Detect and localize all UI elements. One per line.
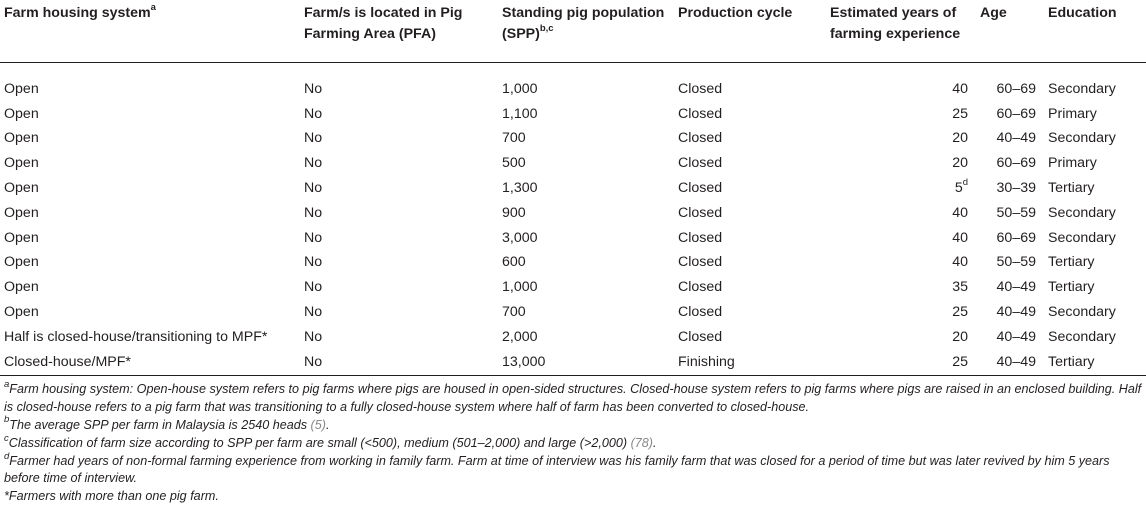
cell-spp: 700 xyxy=(502,130,526,147)
cell-cycle: Closed xyxy=(678,105,723,122)
cell-age: 60–69 xyxy=(996,80,1036,97)
cell-spp: 900 xyxy=(502,204,526,221)
cell-experience: 35 xyxy=(952,279,968,296)
cell-spp: 700 xyxy=(502,304,526,321)
cell-spp: 1,000 xyxy=(502,279,538,296)
header-education: Education xyxy=(1048,5,1117,21)
table-row xyxy=(0,62,1146,101)
cell-spp: 1,000 xyxy=(502,80,538,97)
cell-age: 50–59 xyxy=(996,204,1036,221)
cell-pfa: No xyxy=(304,180,323,197)
cell-experience: 20 xyxy=(952,155,968,172)
cell-pfa: No xyxy=(304,105,323,122)
cell-education: Tertiary xyxy=(1048,279,1095,296)
cell-education: Secondary xyxy=(1048,204,1116,221)
cell-education: Secondary xyxy=(1048,229,1116,246)
cell-housing: Open xyxy=(4,254,39,271)
cell-experience: 20 xyxy=(952,130,968,147)
cell-age: 40–49 xyxy=(996,130,1036,147)
cell-housing: Open xyxy=(4,80,39,97)
cell-housing: Open xyxy=(4,204,39,221)
cell-cycle: Closed xyxy=(678,328,723,345)
cell-experience: 20 xyxy=(952,328,968,345)
cell-education: Secondary xyxy=(1048,304,1116,321)
cell-housing: Closed-house/MPF* xyxy=(0,349,300,375)
cell-pfa: No xyxy=(304,130,323,147)
cell-experience: 25 xyxy=(952,105,968,122)
cell-experience: 40 xyxy=(952,254,968,271)
table-row xyxy=(0,200,1146,225)
table-row xyxy=(0,324,1146,349)
footnote-star: *Farmers with more than one pig farm. xyxy=(4,489,219,504)
cell-housing: Open xyxy=(4,229,39,246)
header-age: Age xyxy=(980,5,1007,21)
header-housing: Farm housing system$^a$ xyxy=(4,2,156,21)
header-row xyxy=(0,0,1146,62)
cell-experience: 25 xyxy=(826,349,976,375)
cell-cycle: Closed xyxy=(678,254,723,271)
cell-age: 60–69 xyxy=(996,155,1036,172)
cell-education: Secondary xyxy=(1048,80,1116,97)
cell-cycle: Closed xyxy=(678,155,723,172)
reference-link[interactable]: (5) xyxy=(310,417,326,432)
header-cycle: Production cycle xyxy=(678,5,793,21)
cell-spp: 2,000 xyxy=(502,328,538,345)
cell-pfa: No xyxy=(304,155,323,172)
cell-experience: 40 xyxy=(952,229,968,246)
cell-experience: 25 xyxy=(952,304,968,321)
table-body xyxy=(0,62,1146,376)
cell-experience: 40 xyxy=(952,80,968,97)
cell-education: Tertiary xyxy=(1044,349,1146,375)
cell-cycle: Closed xyxy=(678,204,723,221)
table-row xyxy=(0,300,1146,325)
cell-cycle: Finishing xyxy=(674,349,826,375)
table-footnotes xyxy=(0,376,1146,506)
table-row xyxy=(0,126,1146,151)
footnote-a: $^a$Farm housing system: Open-house system refers to pig farms where pigs are housed in open-sided structures. Closed-house system refers to pig farms where pigs are raised in an enclosed building. Half is closed-house refers to a pig farm that was transitioning to a fully closed-house system where half of farm has been converted to closed-house. xyxy=(4,378,1142,414)
table-row xyxy=(0,275,1146,300)
cell-pfa: No xyxy=(304,279,323,296)
cell-experience: 40 xyxy=(952,204,968,221)
cell-education: Tertiary xyxy=(1048,180,1095,197)
cell-age: 40–49 xyxy=(976,349,1044,375)
cell-age: 40–49 xyxy=(996,328,1036,345)
cell-pfa: No xyxy=(304,204,323,221)
table-row xyxy=(0,176,1146,201)
header-pfa: Farm/s is located in Pig Farming Area (PFA) xyxy=(304,5,463,42)
cell-housing: Open xyxy=(4,279,39,296)
table-row xyxy=(0,151,1146,176)
reference-link[interactable]: (78) xyxy=(630,435,653,450)
header-experience: Estimated years of farming experience xyxy=(830,5,961,42)
cell-housing: Open xyxy=(4,180,39,197)
cell-education: Secondary xyxy=(1048,328,1116,345)
cell-age: 60–69 xyxy=(996,105,1036,122)
cell-pfa: No xyxy=(300,349,498,375)
cell-education: Primary xyxy=(1048,155,1097,172)
cell-pfa: No xyxy=(304,229,323,246)
cell-age: 40–49 xyxy=(996,279,1036,296)
cell-spp: 3,000 xyxy=(502,229,538,246)
cell-age: 40–49 xyxy=(996,304,1036,321)
cell-spp: 13,000 xyxy=(498,349,674,375)
cell-cycle: Closed xyxy=(678,130,723,147)
table-header xyxy=(0,0,1146,62)
cell-education: Primary xyxy=(1048,105,1097,122)
cell-experience: 5$^d$ xyxy=(954,177,968,197)
cell-housing: Half is closed-house/transitioning to MPF* xyxy=(4,328,268,345)
cell-spp: 600 xyxy=(502,254,526,271)
table-row xyxy=(0,349,1146,375)
cell-pfa: No xyxy=(304,328,323,345)
cell-age: 50–59 xyxy=(996,254,1036,271)
cell-spp: 1,300 xyxy=(502,180,538,197)
cell-pfa: No xyxy=(304,304,323,321)
footnote-d: $^d$Farmer had years of non-formal farming experience from working in family farm. Farm at time of interview was his family farm that was closed for a period of time but was later revived by him 5 years before time of interview. xyxy=(4,450,1110,486)
cell-cycle: Closed xyxy=(678,229,723,246)
cell-spp: 1,100 xyxy=(502,105,538,122)
cell-age: 30–39 xyxy=(996,180,1036,197)
cell-spp: 500 xyxy=(502,155,526,172)
cell-housing: Open xyxy=(4,105,39,122)
cell-housing: Open xyxy=(4,155,39,172)
table-row xyxy=(0,101,1146,126)
cell-education: Secondary xyxy=(1048,130,1116,147)
cell-age: 60–69 xyxy=(996,229,1036,246)
cell-cycle: Closed xyxy=(678,304,723,321)
footnote-b: $^b$The average SPP per farm in Malaysia is 2540 heads (5). xyxy=(4,414,330,432)
cell-housing: Open xyxy=(4,130,39,147)
header-spp: Standing pig population (SPP)$^{b,c}$ xyxy=(502,5,665,42)
cell-pfa: No xyxy=(304,254,323,271)
cell-pfa: No xyxy=(304,80,323,97)
cell-housing: Open xyxy=(4,304,39,321)
table-row xyxy=(0,250,1146,275)
cell-cycle: Closed xyxy=(678,80,723,97)
cell-education: Tertiary xyxy=(1048,254,1095,271)
footnote-c: $^c$Classification of farm size according to SPP per farm are small (<500), medium (501–2,000) and large (>2,000) (78). xyxy=(4,432,657,450)
cell-cycle: Closed xyxy=(678,180,723,197)
cell-cycle: Closed xyxy=(678,279,723,296)
table-row xyxy=(0,225,1146,250)
